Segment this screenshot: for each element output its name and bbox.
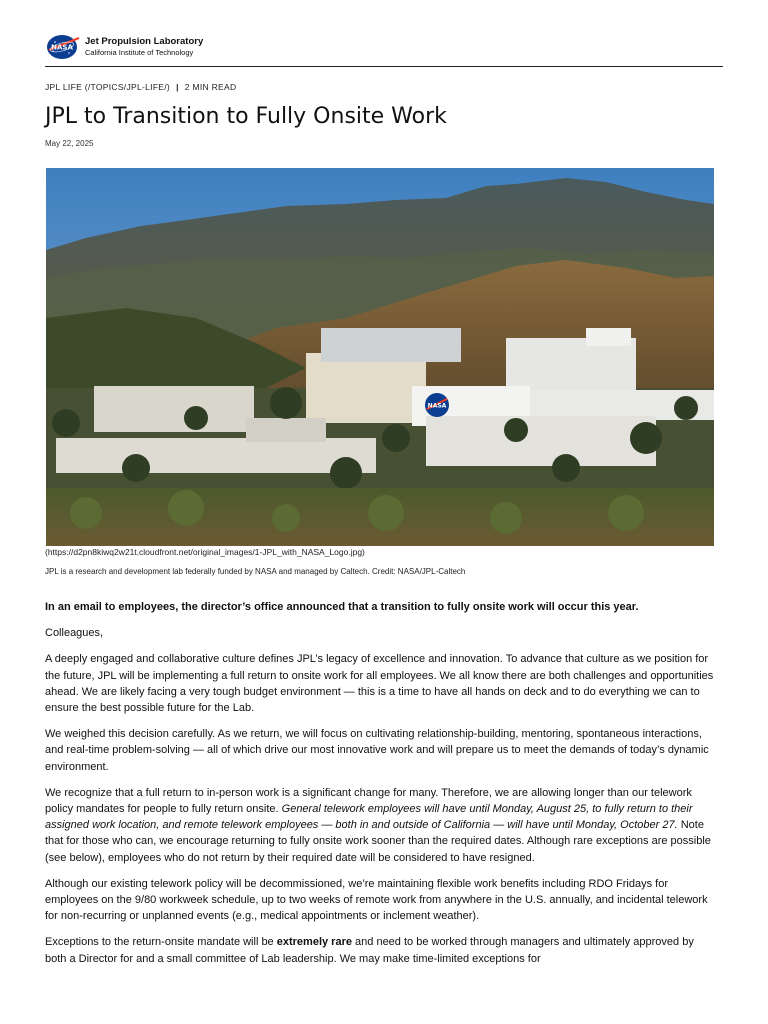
article-body — [45, 599, 715, 977]
paragraph-3 — [45, 785, 715, 866]
paragraph-5-a: Exceptions to the return-onsite mandate will be — [45, 936, 277, 949]
topic-link[interactable]: JPL LIFE (/TOPICS/JPL-LIFE/) — [45, 82, 171, 92]
read-time: 2 MIN READ — [184, 82, 237, 92]
image-caption: JPL is a research and development lab federally funded by NASA and managed by Caltech. Credit: NASA/JPL-Caltech — [45, 567, 466, 576]
logo-badge-text: NASA — [51, 43, 73, 52]
paragraph-5-c: and need to be worked through managers and ultimately approved by both a Director for and a small committee of Lab leadership. We may make time-limited exceptions for — [45, 936, 694, 965]
topic-line — [45, 82, 236, 92]
article-date: May 22, 2025 — [45, 139, 94, 148]
paragraph-3-italic: General telework employees will have until Monday, August 25, to fully return to their assigned work location, and remote telework employees — both in and outside of California — will have until Monday, October 27. — [45, 803, 693, 832]
hero-image — [46, 168, 714, 546]
paragraph-5-bold: extremely rare — [276, 936, 352, 949]
article-title: JPL to Transition to Fully Onsite Work — [45, 104, 447, 129]
topic-separator: | — [176, 82, 179, 92]
greeting: Colleagues, — [45, 627, 104, 640]
building-badge-text: NASA — [427, 402, 447, 410]
paragraph-3-c: Note that for those who can, we encourage returning to fully onsite work sooner than the required dates. Although rare exceptions are possible (see below), employees who do not return by their required date will be considered to have resigned. — [45, 819, 711, 864]
paragraph-3-a: We recognize that a full return to in-person work is a significant change for many. Therefore, we are allowing longer than our telework policy mandates for people to fully return onsite. — [45, 786, 692, 816]
org-name: Jet Propulsion Laboratory — [85, 36, 204, 47]
article-lead: In an email to employees, the director’s office announced that a transition to fully onsite work will occur this year. — [45, 601, 639, 613]
jpl-logo-link[interactable] — [45, 34, 203, 60]
paragraph-5 — [45, 934, 715, 966]
nasa-meatball-icon — [45, 34, 81, 60]
org-subtitle: California Institute of Technology — [85, 48, 194, 57]
paragraph-1: A deeply engaged and collaborative culture defines JPL’s legacy of excellence and innovation. To advance that culture as we position for the future, JPL will be implementing a full return to onsite work for all employees. We all know there are both challenges and opportunities ahead. We are likely facing a very tough budget environment — this is a time to have all hands on deck and to do everything we can to ensure the best possible future for the Lab. — [45, 653, 714, 715]
paragraph-2: We weighed this decision carefully. As we return, we will focus on cultivating relationship-building, mentoring, spontaneous interactions, and real-time problem-solving — all of which drive our most innovative work and will prepare us to meet the demands of today’s dynamic environment. — [45, 728, 709, 773]
site-header — [45, 32, 723, 67]
paragraph-4: Although our existing telework policy will be decommissioned, we’re maintaining flexible work benefits including RDO Fridays for employees on the 9/80 workweek schedule, up to two weeks of remote work from anywhere in the U.S. annually, and incidental telework for non-recurring or unplanned events (e.g., medical appointments or inclement weather). — [45, 877, 708, 923]
image-source-link[interactable]: (https://d2pn8kiwq2w21t.cloudfront.net/original_images/1-JPL_with_NASA_Logo.jpg) — [45, 547, 365, 557]
